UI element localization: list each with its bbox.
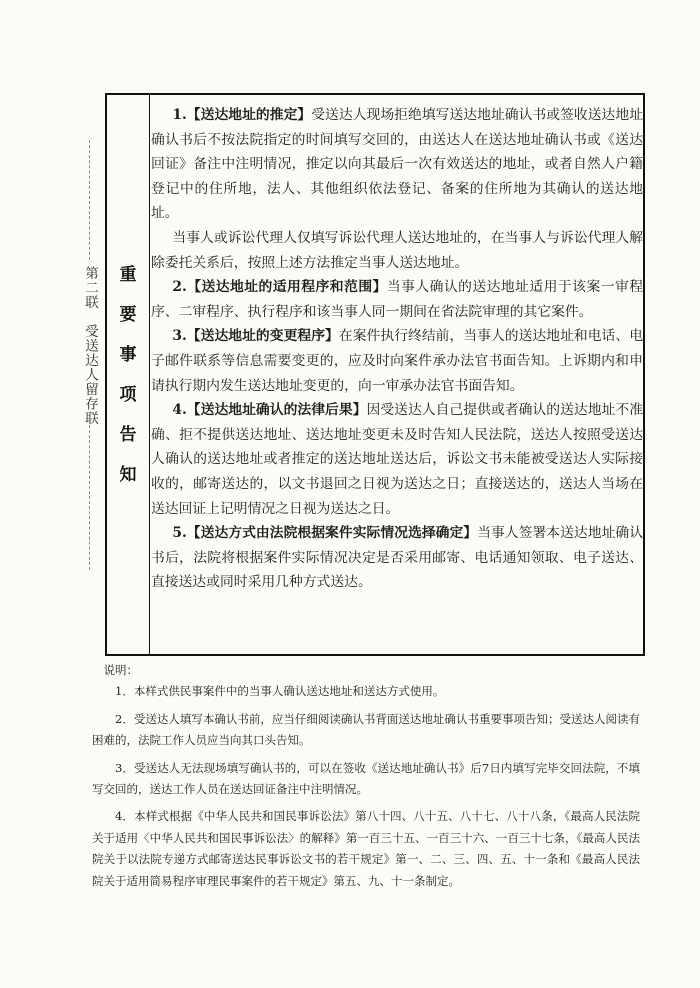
notice-item-3 [151,324,643,398]
instruction-item: 4．本样式根据《中华人民共和国民事诉讼法》第八十四、八十五、八十七、八十八条，《最高人民法院关于适用〈中华人民共和国民事诉讼法〉的解释》第一百三十五、一百三十六、一百三十七条，《最高人民法院关于以法院专递方式邮寄送达民事诉讼文书的若干规定》第一、二、三、四、五、十一条和《最高人民法院关于适用简易程序审理民事案件的若干规定》第五、九、十一条制定。 [92,809,640,888]
notice-item-5 [151,521,643,595]
label-char: 项 [119,384,137,405]
notice-item-4 [151,398,643,521]
notice-item-2 [151,275,643,324]
label-char: 要 [119,304,137,325]
label-char: 重 [119,264,137,285]
instruction-item: 3．受送达人无法现场填写确认书的，可以在签收《送达地址确认书》后7日内填写完毕交回法院，不填写交回的，送达工作人员在送达回证备注中注明情况。 [92,760,640,797]
item-body: 当事人或诉讼代理人仅填写诉讼代理人送达地址的，在当事人与诉讼代理人解除委托关系后，按照上述方法推定当事人送达地址。 [151,229,643,271]
notice-item-1 [151,103,643,226]
item-heading: 2.【送达地址的适用程序和范围】 [172,279,387,296]
label-char: 告 [119,424,137,445]
instruction-item: 1．本样式供民事案件中的当事人确认送达地址和送达方式使用。 [115,684,445,699]
item-heading: 5.【送达方式由法院根据案件实际情况选择确定】 [172,525,478,542]
instructions [92,660,640,898]
cut-line-bottom [89,420,90,570]
item-body: 当事人确认的送达地址适用于该案一审程序、二审程序、执行程序和该当事人同一期间在省法院审理的其它案件。 [151,279,644,320]
item-heading: 4.【送达地址确认的法律后果】 [172,402,367,419]
notice-item-1-cont [151,226,643,275]
notice-content [151,103,643,595]
item-heading: 1.【送达地址的推定】 [172,107,312,123]
instructions-title: 说明： [103,663,138,677]
instruction-item: 2．受送达人填写本确认书前，应当仔细阅读确认书背面送达地址确认书重要事项告知；受送达人阅读有困难的，法院工作人员应当向其口头告知。 [92,711,640,748]
cut-line-top [89,140,90,260]
notice-box [105,93,645,656]
item-heading: 3.【送达地址的变更程序】 [172,328,339,345]
item-body: 在案件执行终结前，当事人的送达地址和电话、电子邮件联系等信息需要变更的，应及时向案件承办法官书面告知。上诉期内和申请执行期内发生送达地址变更的，向一审承办法官书面告知。 [151,328,644,394]
item-body: 当事人签署本送达地址确认书后，法院将根据案件实际情况决定是否采用邮寄、电话通知领取、电子送达、直接送达或同时采用几种方式送达。 [151,525,644,591]
notice-label-column [107,95,150,654]
label-char: 事 [119,344,137,365]
label-char: 知 [119,464,137,485]
item-body: 因受送达人自己提供或者确认的送达地址不准确、拒不提供送达地址、送达地址变更未及时告知人民法院，送达人按照受送达人确认的送达地址或者推定的送达地址送达后，诉讼文书未能被受送达人实际接收的，邮寄送达的，以文书退回之日视为送达之日；直接送达的，送达人当场在送达回证上记明情况之日视为送达之日。 [151,402,643,517]
item-body: 受送达人现场拒绝填写送达地址确认书或签收送达地址确认书后不按法院指定的时间填写交回的，由送达人在送达地址确认书或《送达回证》备注中注明情况，推定以向其最后一次有效送达的地址，或者自然人户籍登记中的住所地，法人、其他组织依法登记、备案的住所地为其确认的送达地址。 [151,107,644,222]
copy-stub-label: 第二联 受送达人留存联 [82,266,98,426]
